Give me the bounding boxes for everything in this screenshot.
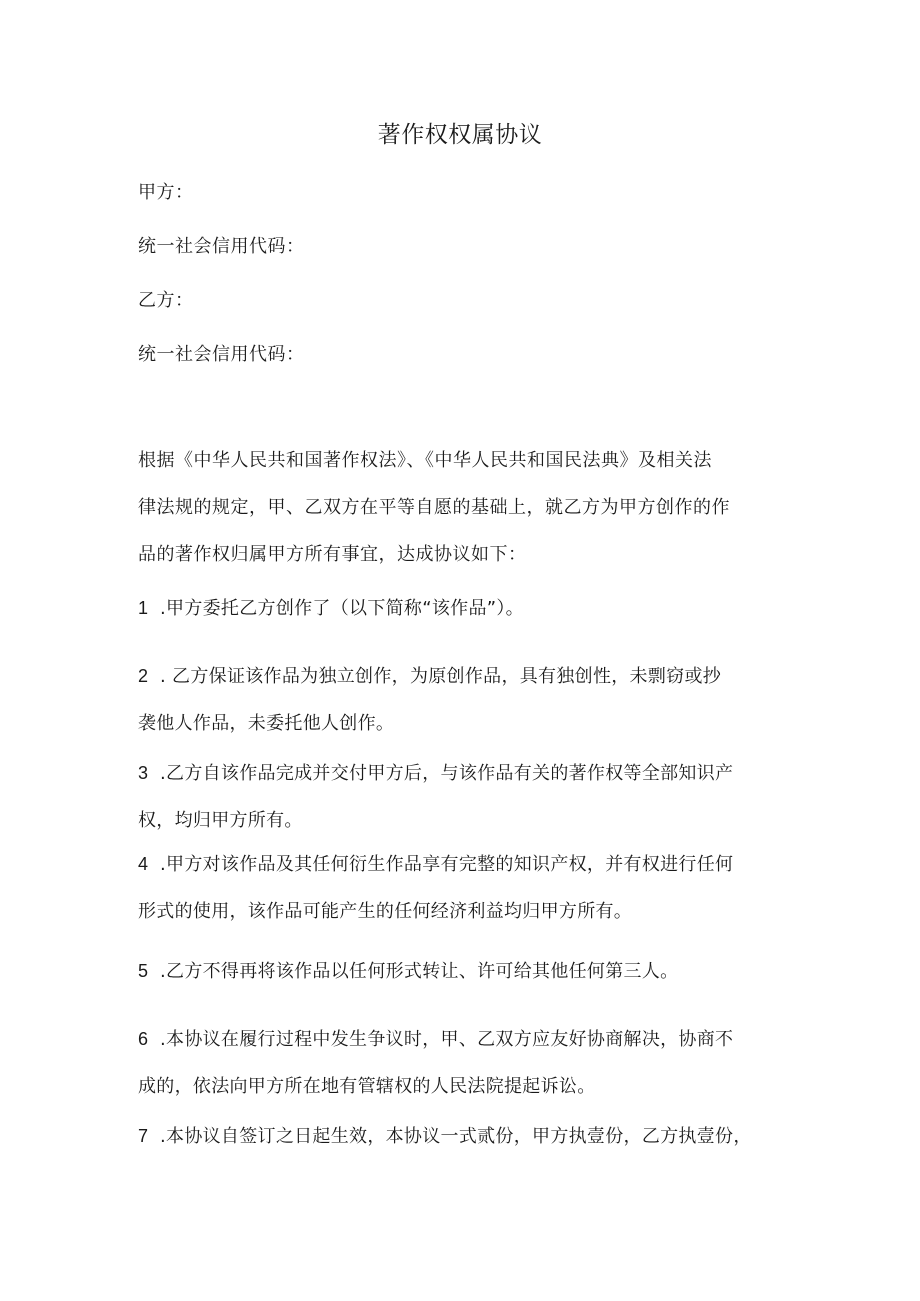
clause-line: 成的，依法向甲方所在地有管辖权的人民法院提起诉讼。: [138, 1076, 596, 1097]
clause-line: [138, 653, 786, 700]
document-title: 著作权权属协议: [377, 122, 543, 148]
clause-text: .乙方自该作品完成并交付甲方后，与该作品有关的著作权等全部知识产: [160, 763, 734, 784]
clause-line: [138, 585, 786, 632]
clause-number: 6: [138, 1029, 149, 1049]
preamble-line: 根据《中华人民共和国著作权法》、《中华人民共和国民法典》及相关法: [138, 450, 712, 471]
clause-number: 4: [138, 854, 149, 874]
clause-text: .甲方对该作品及其任何衍生作品享有完整的知识产权，并有权进行任何: [160, 854, 734, 875]
clause-3: [138, 750, 786, 844]
clause-line: 袭他人作品，未委托他人创作。: [138, 713, 395, 734]
clause-text: .甲方委托乙方创作了（以下简称“该作品”）。: [160, 598, 524, 619]
clause-number: 2: [138, 666, 149, 686]
clause-line: [138, 750, 786, 797]
clause-text: .本协议在履行过程中发生争议时，甲、乙双方应友好协商解决，协商不: [160, 1029, 734, 1050]
clause-line: [138, 841, 786, 888]
clause-line: 权，均归甲方所有。: [138, 810, 303, 831]
party-a-credit-code-label: 统一社会信用代码：: [138, 236, 305, 257]
party-b-credit-code-label: 统一社会信用代码：: [138, 344, 305, 365]
clause-6: [138, 1016, 786, 1110]
clause-line: [138, 1016, 786, 1063]
clause-1: [138, 585, 786, 632]
clause-line: 形式的使用，该作品可能产生的任何经济利益均归甲方所有。: [138, 901, 633, 922]
clause-number: 5: [138, 961, 149, 981]
clause-text: .本协议自签订之日起生效，本协议一式贰份，甲方执壹份，乙方执壹份，: [160, 1126, 752, 1147]
preamble-paragraph: [138, 437, 786, 578]
clause-7: [138, 1113, 786, 1160]
party-b-label: 乙方：: [138, 290, 194, 311]
preamble-line: 品的著作权归属甲方所有事宜，达成协议如下：: [138, 544, 527, 565]
clause-text: .乙方不得再将该作品以任何形式转让、许可给其他任何第三人。: [160, 961, 679, 982]
party-a-label: 甲方：: [138, 182, 194, 203]
clause-number: 3: [138, 763, 149, 783]
clause-text: . 乙方保证该作品为独立创作，为原创作品，具有独创性，未剽窃或抄: [160, 666, 722, 687]
clause-number: 7: [138, 1126, 149, 1146]
clause-number: 1: [138, 598, 149, 618]
clause-4: [138, 841, 786, 935]
clause-5: [138, 948, 786, 995]
preamble-line: 律法规的规定，甲、乙双方在平等自愿的基础上，就乙方为甲方创作的作: [138, 497, 730, 518]
clause-line: [138, 948, 786, 995]
clause-2: [138, 653, 786, 747]
clause-line: [138, 1113, 786, 1160]
